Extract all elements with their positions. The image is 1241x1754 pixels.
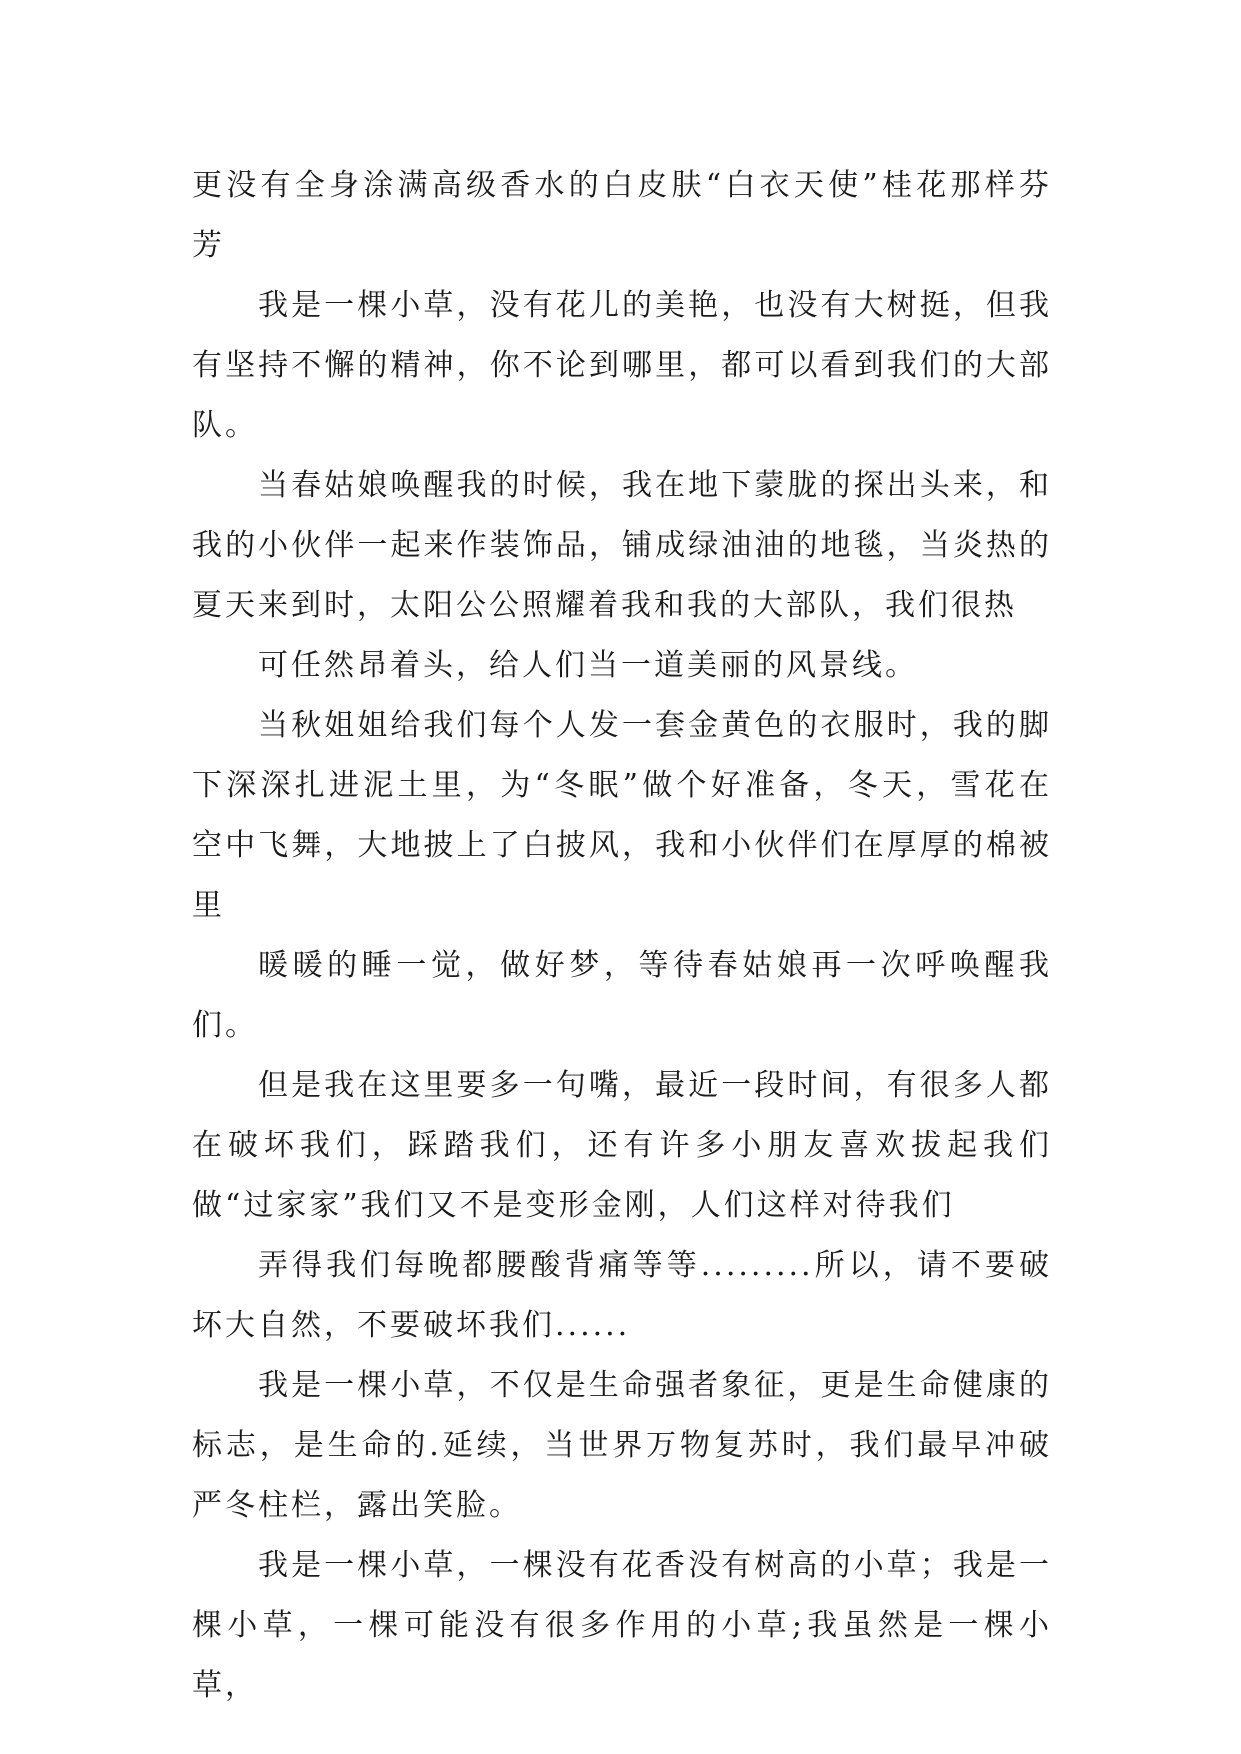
paragraph: 当春姑娘唤醒我的时候，我在地下蒙胧的探出头来，和我的小伙伴一起来作装饰品，铺成绿油油的地毯，当炎热的夏天来到时，太阳公公照耀着我和我的大部队，我们很热 <box>192 468 1052 623</box>
paragraph: 我是一棵小草，没有花儿的美艳，也没有大树挺，但我有坚持不懈的精神，你不论到哪里，都可以看到我们的大部队。 <box>192 288 1052 443</box>
paragraph: 可任然昂着头，给人们当一道美丽的风景线。 <box>258 648 918 683</box>
paragraph: 我是一棵小草，一棵没有花香没有树高的小草；我是一棵小草，一棵可能没有很多作用的小草;我虽然是一棵小草， <box>192 1548 1052 1703</box>
paragraph: 我是一棵小草，不仅是生命强者象征，更是生命健康的标志，是生命的.延续，当世界万物复苏时，我们最早冲破严冬柱栏，露出笑脸。 <box>192 1368 1052 1523</box>
paragraph: 更没有全身涂满高级香水的白皮肤“白衣天使”桂花那样芬芳 <box>192 168 1052 263</box>
paragraph: 但是我在这里要多一句嘴，最近一段时间，有很多人都在破坏我们，踩踏我们，还有许多小朋友喜欢拔起我们做“过家家”我们又不是变形金刚，人们这样对待我们 <box>192 1068 1052 1223</box>
paragraph: 弄得我们每晚都腰酸背痛等等.........所以，请不要破坏大自然，不要破坏我们...... <box>192 1248 1052 1343</box>
document-body <box>192 156 1052 1716</box>
paragraph: 当秋姐姐给我们每个人发一套金黄色的衣服时，我的脚下深深扎进泥土里，为“冬眠”做个好准备，冬天，雪花在空中飞舞，大地披上了白披风，我和小伙伴们在厚厚的棉被里 <box>192 708 1052 923</box>
paragraph: 暖暖的睡一觉，做好梦，等待春姑娘再一次呼唤醒我们。 <box>192 948 1052 1043</box>
